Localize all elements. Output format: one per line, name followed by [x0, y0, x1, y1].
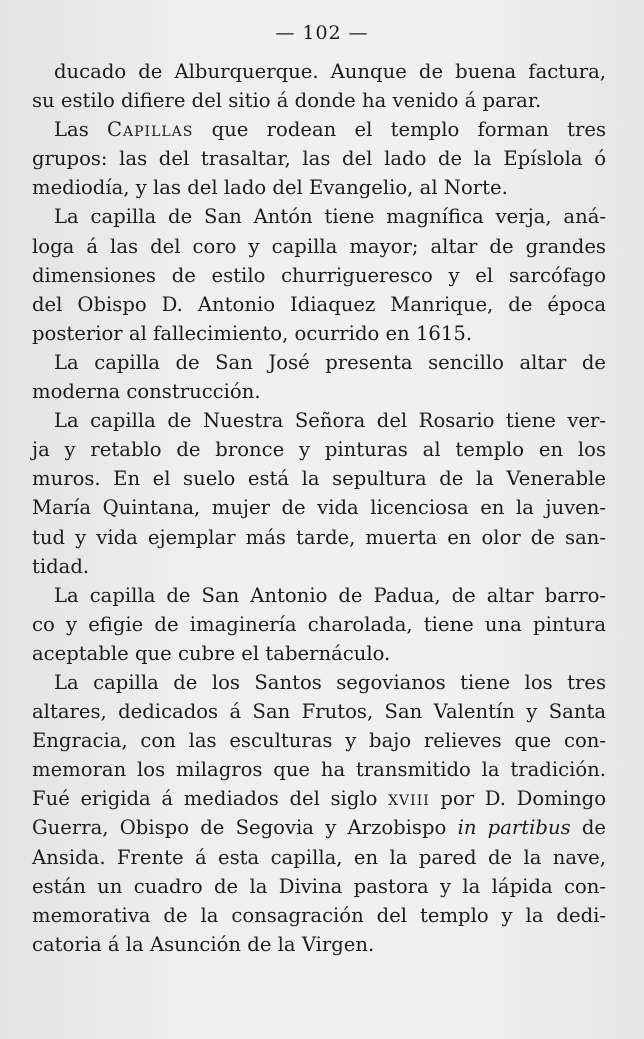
- text-line: ja y retablo de bronce y pinturas al templo en los: [32, 438, 606, 462]
- paragraph: [32, 668, 606, 959]
- text-line: tidad.: [32, 554, 90, 578]
- text-line: altares, dedicados á San Frutos, San Valentín y Santa: [32, 700, 606, 724]
- page-number: — 102 —: [275, 22, 369, 44]
- text-line: Fué erigida á mediados del siglo xviii por D. Domingo: [32, 787, 606, 811]
- text-line: co y efigie de imaginería charolada, tiene una pintura: [32, 612, 606, 636]
- text-line: memorativa de la consagración del templo y la dedi-: [32, 903, 606, 927]
- text-line: La capilla de San Antón tiene magnífica verja, aná-: [54, 205, 606, 229]
- text-line: posterior al fallecimiento, ocurrido en 1615.: [32, 321, 473, 345]
- text-line: Guerra, Obispo de Segovia y Arzobispo in partibus de: [32, 816, 606, 840]
- text-line: del Obispo D. Antonio Idiaquez Manrique, de época: [32, 292, 606, 316]
- text-line: dimensiones de estilo churrigueresco y el sarcófago: [32, 263, 606, 287]
- text-line: Engracia, con las esculturas y bajo relieves que con-: [32, 729, 606, 753]
- paragraph: [32, 348, 606, 406]
- text-line: La capilla de los Santos segovianos tiene los tres: [54, 670, 606, 694]
- paragraph: [32, 202, 606, 347]
- text-line: loga á las del coro y capilla mayor; altar de grandes: [32, 234, 606, 258]
- paragraph: [32, 406, 606, 581]
- text-line: aceptable que cubre el tabernáculo.: [32, 641, 391, 665]
- text-line: María Quintana, mujer de vida licenciosa en la juven-: [32, 496, 606, 520]
- paragraph: [32, 581, 606, 668]
- text-line: moderna construcción.: [32, 380, 261, 404]
- text-line: La capilla de Nuestra Señora del Rosario tiene ver-: [54, 409, 606, 433]
- text-line: grupos: las del trasaltar, las del lado de la Epíslola ó: [32, 147, 606, 171]
- text-line: su estilo difiere del sitio á donde ha venido á parar.: [32, 89, 542, 113]
- text-line: ducado de Alburquerque. Aunque de buena factura,: [54, 60, 606, 83]
- text-line: La capilla de San Antonio de Padua, de altar barro-: [54, 583, 606, 607]
- text-line: La capilla de San José presenta sencillo altar de: [54, 350, 606, 374]
- paragraph: [32, 115, 606, 202]
- text-line: memoran los milagros que ha transmitido la tradición.: [32, 758, 606, 782]
- paragraph: [32, 57, 606, 115]
- text-line: Ansida. Frente á esta capilla, en la pared de la nave,: [32, 845, 606, 869]
- text-line: catoria á la Asunción de la Virgen.: [32, 932, 375, 956]
- text-line: Las Capillas que rodean el templo forman tres: [54, 118, 606, 142]
- text-line: están un cuadro de la Divina pastora y la lápida con-: [32, 874, 606, 898]
- page-body-text: [32, 57, 606, 959]
- text-line: muros. En el suelo está la sepultura de la Venerable: [32, 467, 606, 491]
- text-line: mediodía, y las del lado del Evangelio, al Norte.: [32, 176, 508, 200]
- text-line: tud y vida ejemplar más tarde, muerta en olor de san-: [32, 525, 606, 549]
